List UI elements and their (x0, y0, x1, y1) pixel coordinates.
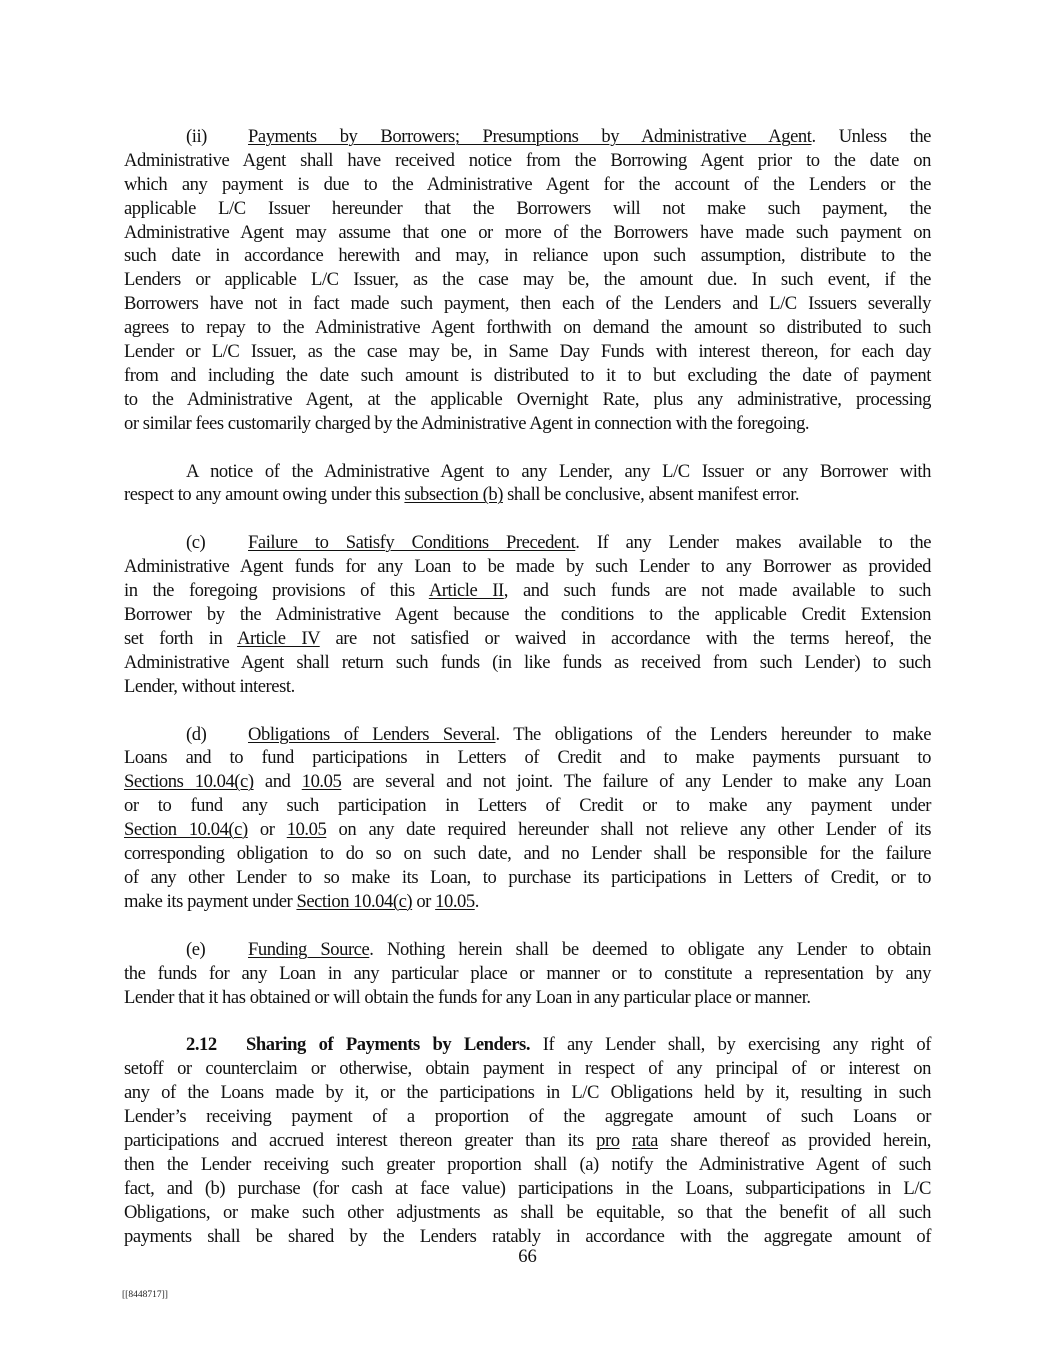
text-span: . Nothing herein shall be deemed to obligate any Lender to obtain (369, 938, 931, 960)
cross-reference-link[interactable]: subsection (b) (404, 484, 503, 506)
text-line (124, 579, 931, 603)
text-span: in the foregoing provisions of this (124, 580, 429, 602)
underlined-term: rata (631, 1129, 658, 1151)
text-span: shall be conclusive, absent manifest error. (502, 484, 800, 506)
text-line: Administrative Agent may assume that one or more of the Borrowers have made such payment on (124, 221, 931, 243)
text-span: If any Lender shall, by exercising any right of (530, 1034, 931, 1056)
text-line (124, 890, 931, 914)
text-line: Administrative Agent shall have received notice from the Borrowing Agent prior to the date on (124, 149, 931, 171)
text-line: payments shall be shared by the Lenders ratably in accordance with the aggregate amount of (124, 1225, 931, 1247)
paragraph-label: (e) (186, 938, 206, 960)
text-line (124, 125, 931, 149)
text-span: make its payment under (124, 890, 297, 912)
text-line (124, 723, 931, 747)
paragraph-ii (124, 125, 931, 436)
paragraph-e (124, 938, 931, 1010)
paragraph-c (124, 531, 931, 698)
text-line: setoff or counterclaim or otherwise, obtain payment in respect of any principal of or interest on (124, 1058, 931, 1080)
text-line: the funds for any Loan in any particular place or manner or to constitute a representation by any (124, 962, 931, 984)
text-line (124, 1129, 931, 1153)
text-line: Lender that it has obtained or will obtain the funds for any Loan in any particular place or manner. (124, 986, 811, 1008)
text-line (124, 1033, 931, 1057)
text-span: share thereof as provided herein, (657, 1129, 931, 1151)
text-line: Administrative Agent funds for any Loan to be made by such Lender to any Borrower as provided (124, 556, 931, 578)
text-line: Borrowers have not in fact made such payment, then each of the Lenders and L/C Issuers severally (124, 293, 931, 315)
text-span: , and such funds are not made available to such (503, 580, 932, 602)
text-span: are several and not joint. The failure of any Lender to make any Loan (341, 771, 931, 793)
underlined-term: pro (596, 1129, 620, 1151)
paragraph-label: (d) (186, 723, 207, 745)
paragraph-d (124, 723, 931, 914)
cross-reference-link[interactable]: Article IV (237, 627, 320, 649)
cross-reference-link[interactable]: Article II (428, 580, 504, 602)
text-line: such date in accordance herewith and may, in reliance upon such assumption, distribute to the (124, 245, 931, 267)
text-span: . (474, 890, 479, 912)
paragraph-heading: Failure to Satisfy Conditions Precedent (248, 532, 576, 554)
text-span: respect to any amount owing under this (124, 484, 405, 506)
text-line: Loans and to fund participations in Letters of Credit and to make payments pursuant to (124, 747, 931, 769)
text-line: corresponding obligation to do so on such date, and no Lender shall be responsible for the failure (124, 843, 931, 865)
text-line: Obligations, or make such other adjustments as shall be equitable, so that the benefit of all such (124, 1201, 931, 1223)
page-number: 66 (518, 1246, 537, 1267)
text-span: . If any Lender makes available to the (575, 532, 932, 554)
text-span: and (253, 771, 302, 793)
paragraph-heading: Payments by Borrowers; Presumptions by Administrative Agent (248, 126, 812, 147)
cross-reference-link[interactable]: Section 10.04(c) (124, 819, 248, 841)
text-line: fact, and (b) purchase (for cash at face value) participations in the Loans, subparticipations in L/C (124, 1177, 931, 1199)
section-2-12 (124, 1033, 931, 1248)
text-span: . Unless the (811, 126, 931, 147)
document-page (124, 125, 931, 1272)
paragraph-notice (124, 460, 931, 508)
text-line: Administrative Agent shall return such funds (in like funds as received from such Lender) to such (124, 651, 931, 673)
text-span: on any date required hereunder shall not relieve any other Lender of its (326, 819, 931, 841)
section-number: 2.12 (186, 1034, 217, 1056)
text-span: . The obligations of the Lenders hereunder to make (495, 723, 931, 745)
text-line (124, 627, 931, 651)
text-line: or to fund any such participation in Letters of Credit or to make any payment under (124, 795, 931, 817)
text-line: Lender’s receiving payment of a proportion of the aggregate amount of such Loans or (124, 1106, 931, 1128)
document-id: [[8448717]] (122, 1290, 168, 1300)
text-span: participations and accrued interest thereon greater than its (124, 1129, 597, 1151)
text-span: set forth in (124, 627, 238, 649)
text-line: Lender or L/C Issuer, as the case may be, in Same Day Funds with interest thereon, for each day (124, 341, 931, 363)
section-heading: Sharing of Payments by Lenders. (246, 1034, 531, 1056)
cross-reference-link[interactable]: 10.05 (286, 819, 327, 841)
text-line (124, 938, 931, 962)
text-span: or (247, 819, 287, 841)
cross-reference-link[interactable]: Sections 10.04(c) (124, 771, 254, 793)
paragraph-label: (c) (186, 532, 206, 554)
cross-reference-link[interactable]: 10.05 (301, 771, 342, 793)
text-line: or similar fees customarily charged by the Administrative Agent in connection with the foregoing. (124, 412, 810, 434)
text-span: are not satisfied or waived in accordance with the terms hereof, the (319, 627, 931, 649)
text-line: then the Lender receiving such greater proportion shall (a) notify the Administrative Agent of such (124, 1153, 931, 1175)
text-line: of any other Lender to so make its Loan, to purchase its participations in Letters of Credit, or to (124, 866, 931, 888)
text-line: from and including the date such amount is distributed to it to but excluding the date of payment (124, 364, 931, 386)
cross-reference-link[interactable]: 10.05 (435, 890, 475, 912)
text-line (124, 770, 931, 794)
paragraph-label: (ii) (186, 126, 207, 147)
text-line: Lender, without interest. (124, 675, 295, 697)
text-line (124, 531, 931, 555)
paragraph-heading: Obligations of Lenders Several (248, 723, 496, 745)
text-line: to the Administrative Agent, at the applicable Overnight Rate, plus any administrative, processing (124, 388, 931, 410)
cross-reference-link[interactable]: Section 10.04(c) (296, 890, 413, 912)
text-line: which any payment is due to the Administrative Agent for the account of the Lenders or the (124, 173, 931, 195)
text-line (124, 818, 931, 842)
text-span: or (412, 890, 436, 912)
text-line: Borrower by the Administrative Agent because the conditions to the applicable Credit Extension (124, 604, 931, 626)
text-line: Lenders or applicable L/C Issuer, as the case may be, the amount due. In such event, if the (124, 269, 931, 291)
text-line: A notice of the Administrative Agent to any Lender, any L/C Issuer or any Borrower with (186, 460, 931, 482)
paragraph-heading: Funding Source (248, 938, 370, 960)
text-line: applicable L/C Issuer hereunder that the Borrowers will not make such payment, the (124, 197, 931, 219)
text-line (124, 483, 931, 507)
text-line: any of the Loans made by it, or the participations in L/C Obligations held by it, resulting in such (124, 1082, 931, 1104)
text-line: agrees to repay to the Administrative Agent forthwith on demand the amount so distributed to such (124, 317, 931, 339)
